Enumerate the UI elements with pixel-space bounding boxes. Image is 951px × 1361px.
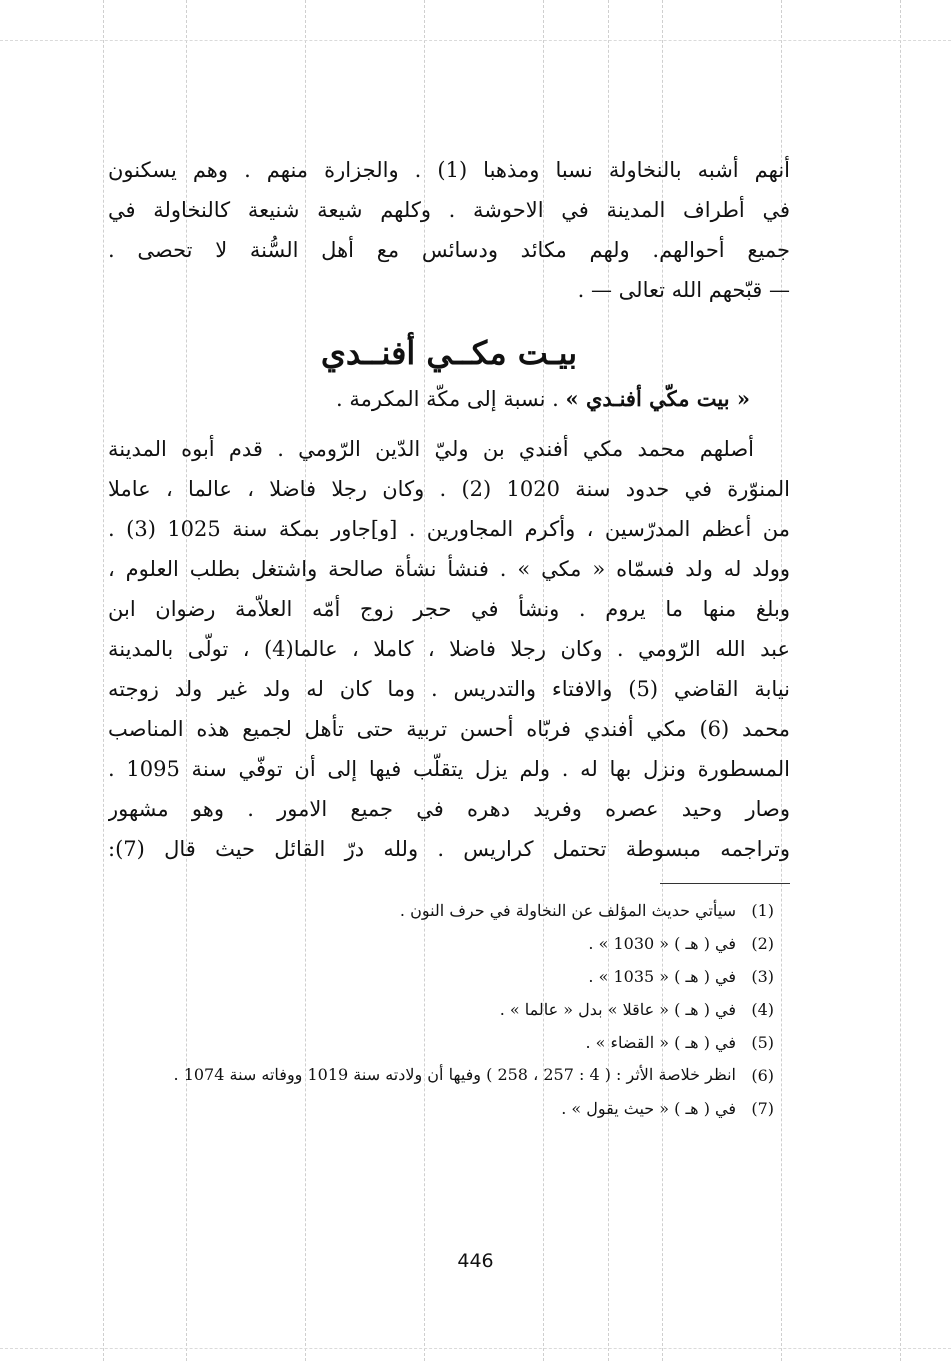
section-heading: بيـت مكــي أفنــدي	[320, 334, 578, 372]
text-line: المسطورة ونزل بها له . ولم يزل يتقلّب فيها إلى أن توفّي سنة 1095 .	[108, 757, 790, 781]
footnote-divider	[660, 883, 790, 884]
footnote-number: (5)	[751, 1033, 774, 1052]
footnote-text: في ( هـ ) « القضاء » .	[585, 1033, 736, 1052]
footnote-text: سيأتي حديث المؤلف عن النخاولة في حرف النون .	[399, 901, 736, 920]
footnote-item	[108, 960, 790, 993]
text-line: — قبّحهم الله تعالى — .	[577, 278, 790, 302]
footnote-text: في ( هـ ) « عاقلا » بدل « عالما » .	[499, 1000, 736, 1019]
footnote-item	[108, 1092, 790, 1125]
footnote-item	[108, 894, 790, 927]
main-paragraph	[108, 429, 790, 869]
text-line: محمد (6) مكي أفندي فربّاه أحسن تربية حتى تأهل لجميع هذه المناصب	[108, 717, 790, 741]
footnote-number: (7)	[751, 1099, 774, 1118]
footnote-text: في ( هـ ) « 1030 » .	[588, 934, 736, 953]
text-line: أصلهم محمد مكي أفندي بن وليّ الدّين الرّومي . قدم أبوه المدينة	[108, 437, 754, 461]
text-line: وولد له ولد فسمّاه « مكي » . فنشأ نشأة صالحة واشتغل بطلب العلوم ،	[108, 557, 790, 581]
book-page	[108, 150, 790, 1125]
subheading-title: « بيت مكّي أفنـدي »	[565, 386, 750, 411]
footnote-item	[108, 927, 790, 960]
text-line: من أعظم المدرّسين ، وأكرم المجاورين . [و]جاور بمكة سنة 1025 (3) .	[108, 517, 790, 541]
text-line: في أطراف المدينة في الاحوشة . وكلهم شيعة شنيعة كالنخاولة في	[108, 198, 790, 222]
text-line: جميع أحوالهم. ولهم مكائد ودسائس مع أهل السُّنة لا تحصى .	[108, 238, 790, 262]
scan-grid-line	[900, 0, 901, 1361]
scan-grid-line	[0, 40, 951, 41]
text-line: أنهم أشبه بالنخاولة نسبا ومذهبا (1) . والجزارة منهم . وهم يسكنون	[108, 158, 790, 182]
footnote-item	[108, 1059, 790, 1092]
footnote-text: في ( هـ ) « 1035 » .	[588, 967, 736, 986]
footnotes-list	[108, 894, 790, 1125]
text-line: عبد الله الرّومي . وكان رجلا فاضلا ، كاملا ، عالما(4) ، تولّى بالمدينة	[108, 637, 790, 661]
footnote-number: (1)	[751, 901, 774, 920]
footnote-item	[108, 993, 790, 1026]
footnote-number: (3)	[751, 967, 774, 986]
footnote-text: انظر خلاصة الأثر : ( 4 : 257 ، 258 ) وفيها أن ولادته سنة 1019 ووفاته سنة 1074 .	[173, 1065, 736, 1084]
footnote-item	[108, 1026, 790, 1059]
text-line: المنوّرة في حدود سنة 1020 (2) . وكان رجلا فاضلا ، عالما ، عاملا	[108, 477, 790, 501]
subheading-text: . نسبة إلى مكّة المكرمة .	[336, 387, 559, 411]
section-subheading	[108, 386, 790, 411]
text-line: وصار وحيد عصره وفريد دهره في جميع الامور . وهو مشهور	[108, 797, 790, 821]
intro-paragraph	[108, 150, 790, 310]
footnote-number: (4)	[751, 1000, 774, 1019]
scan-grid-line	[0, 1348, 951, 1349]
text-line: وبلغ منها ما يروم . ونشأ في حجر زوج أمّه العلاّمة رضوان ابن	[108, 597, 790, 621]
page-number: 446	[457, 1250, 494, 1272]
text-line: نيابة القاضي (5) والافتاء والتدريس . وما كان له ولد غير ولد زوجته	[108, 677, 790, 701]
footnote-text: في ( هـ ) « حيث يقول » .	[561, 1099, 736, 1118]
text-line: وتراجمه مبسوطة تحتمل كراريس . ولله درّ القائل حيث قال (7):	[108, 837, 790, 861]
footnote-number: (6)	[751, 1066, 774, 1085]
scan-grid-line	[103, 0, 104, 1361]
footnote-number: (2)	[751, 934, 774, 953]
